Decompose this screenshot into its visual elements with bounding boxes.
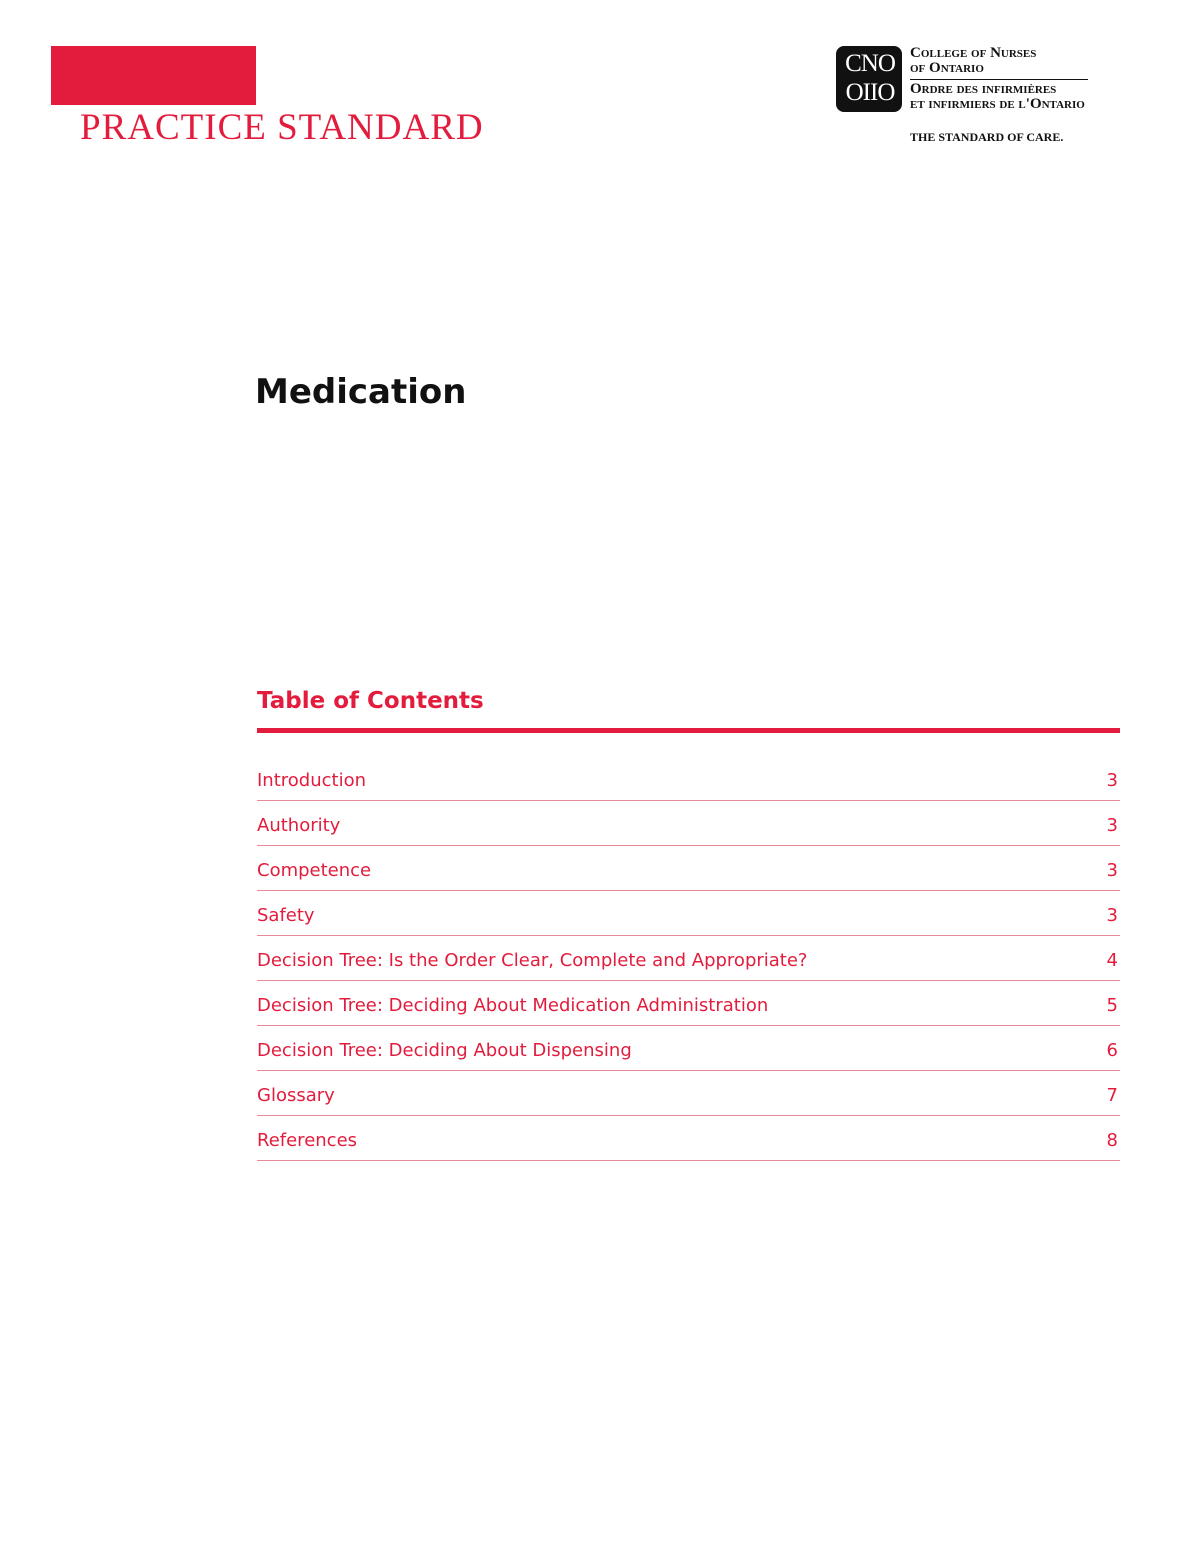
logo-name-en-line1: College of Nurses [910, 45, 1037, 61]
toc-item-competence[interactable] [257, 847, 1120, 891]
logo-divider [910, 79, 1088, 80]
toc-item-label: Competence [257, 860, 372, 881]
toc-item-references[interactable] [257, 1117, 1120, 1161]
logo-name-en-line2: of Ontario [910, 60, 984, 76]
toc-item-page: 3 [1106, 770, 1118, 791]
toc-item-page: 7 [1106, 1085, 1118, 1106]
toc-item-page: 6 [1106, 1040, 1118, 1061]
toc-item-label: Introduction [257, 770, 367, 791]
toc-heading-rule [257, 728, 1120, 733]
logo-name-fr-line2: et infirmiers de l'Ontario [910, 96, 1085, 112]
cno-logo-mark [836, 46, 902, 112]
toc-item-page: 3 [1106, 905, 1118, 926]
toc-item-decision-tree-administration[interactable] [257, 982, 1120, 1026]
toc-item-page: 5 [1106, 995, 1118, 1016]
toc-item-label: Decision Tree: Deciding About Dispensing [257, 1040, 632, 1061]
toc-item-label: Glossary [257, 1085, 335, 1106]
toc-item-authority[interactable] [257, 802, 1120, 846]
toc-item-safety[interactable] [257, 892, 1120, 936]
cno-logo [836, 46, 1136, 146]
toc-item-glossary[interactable] [257, 1072, 1120, 1116]
table-of-contents [257, 685, 1120, 1162]
toc-item-label: Authority [257, 815, 341, 836]
document-title: Medication [255, 372, 467, 412]
toc-item-page: 8 [1106, 1130, 1118, 1151]
toc-item-page: 4 [1106, 950, 1118, 971]
header-red-block [51, 46, 256, 105]
logo-name-fr-line1: Ordre des infirmières [910, 81, 1057, 97]
logo-name-english [910, 46, 1036, 76]
document-type-label: PRACTICE STANDARD [80, 107, 484, 148]
toc-item-decision-tree-dispensing[interactable] [257, 1027, 1120, 1071]
toc-item-label: Safety [257, 905, 315, 926]
toc-heading: Table of Contents [257, 688, 484, 714]
toc-list [257, 757, 1120, 1161]
toc-item-page: 3 [1106, 860, 1118, 881]
toc-item-label: References [257, 1130, 358, 1151]
logo-tagline: THE STANDARD OF CARE. [910, 130, 1064, 144]
logo-letters-bottom: OIIO [845, 79, 895, 106]
logo-name-french [910, 82, 1085, 112]
toc-item-label: Decision Tree: Is the Order Clear, Complete and Appropriate? [257, 950, 808, 971]
toc-item-page: 3 [1106, 815, 1118, 836]
toc-item-introduction[interactable] [257, 757, 1120, 801]
logo-letters-top: CNO [845, 50, 895, 77]
toc-item-label: Decision Tree: Deciding About Medication Administration [257, 995, 769, 1016]
toc-item-decision-tree-order[interactable] [257, 937, 1120, 981]
